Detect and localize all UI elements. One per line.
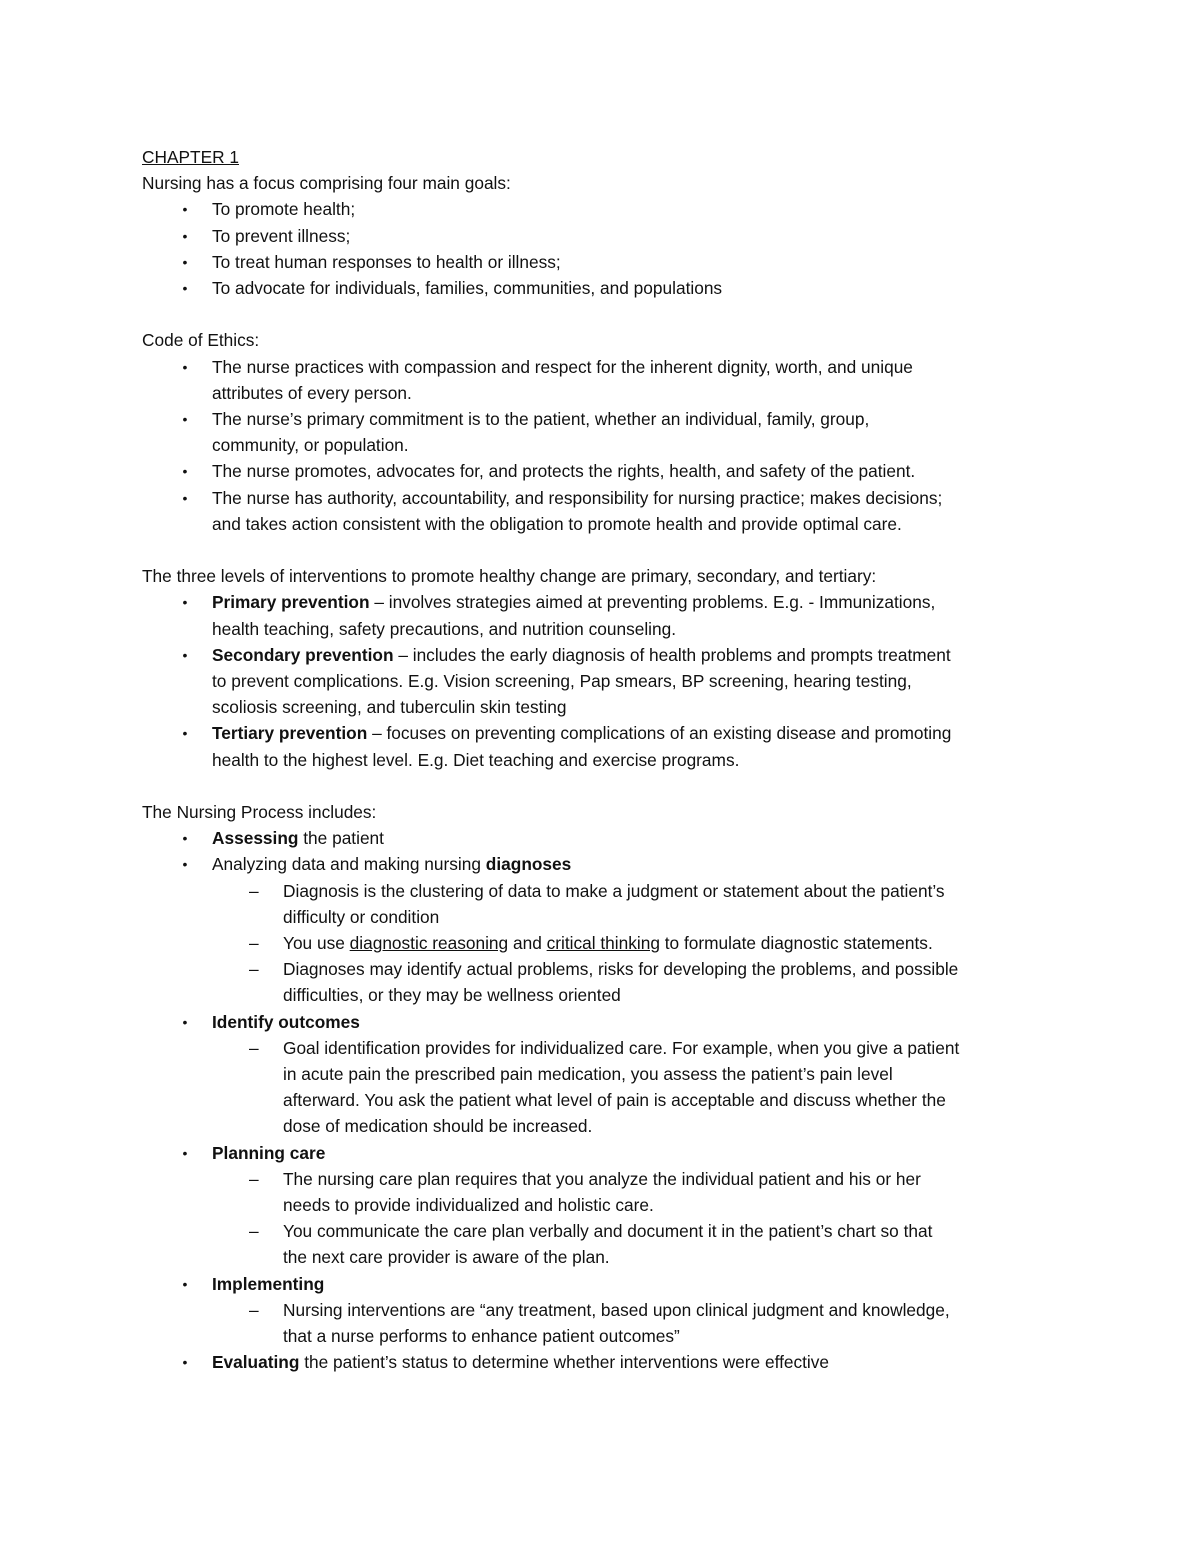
bullet-icon: • bbox=[182, 227, 188, 244]
goal-text: To promote health; bbox=[212, 199, 356, 220]
sub-item-text: dose of medication should be increased. bbox=[283, 1116, 593, 1137]
prevention-list bbox=[142, 589, 1062, 772]
list-item bbox=[182, 1271, 1062, 1350]
prevention-text bbox=[212, 589, 1062, 615]
sub-item-text: needs to provide individualized and holistic care. bbox=[283, 1195, 654, 1216]
sub-item-post: to formulate diagnostic statements. bbox=[659, 933, 933, 954]
dash-icon: – bbox=[249, 1037, 259, 1058]
analyzing-pre: Analyzing data and making nursing bbox=[212, 854, 486, 875]
process-step bbox=[212, 851, 1062, 877]
process-step bbox=[212, 1009, 1062, 1035]
dash-icon: – bbox=[249, 933, 259, 954]
process-step bbox=[212, 1349, 1062, 1375]
list-item bbox=[182, 720, 1062, 772]
process-intro: The Nursing Process includes: bbox=[142, 802, 377, 823]
planning-term: Planning care bbox=[212, 1142, 326, 1163]
diagnoses-term: diagnoses bbox=[485, 854, 572, 875]
sub-item-text: Goal identification provides for individualized care. For example, when you give a patient bbox=[283, 1037, 960, 1058]
sub-item-text: Diagnoses may identify actual problems, risks for developing the problems, and possible bbox=[283, 959, 959, 980]
analyzing-sublist bbox=[212, 878, 1062, 1009]
sub-item-pre: You use bbox=[283, 933, 350, 954]
tertiary-prevention-desc: – focuses on preventing complications of an existing disease and promoting bbox=[367, 723, 952, 744]
assessing-rest: the patient bbox=[298, 828, 384, 849]
implementing-sublist bbox=[212, 1297, 1062, 1349]
bullet-icon: • bbox=[182, 856, 188, 873]
prevention-text: scoliosis screening, and tuberculin skin testing bbox=[212, 697, 567, 718]
document-body bbox=[142, 144, 1062, 1376]
outcomes-sublist bbox=[212, 1035, 1062, 1140]
dash-icon: – bbox=[249, 1168, 259, 1189]
dash-icon: – bbox=[249, 959, 259, 980]
sub-list-item bbox=[249, 1035, 1062, 1140]
prevention-text: health to the highest level. E.g. Diet teaching and exercise programs. bbox=[212, 749, 740, 770]
tertiary-prevention-term: Tertiary prevention bbox=[212, 723, 368, 744]
goal-text: To prevent illness; bbox=[212, 225, 351, 246]
critical-thinking-term: critical thinking bbox=[546, 933, 660, 954]
prevention-intro: The three levels of interventions to promote healthy change are primary, secondary, and tertiary: bbox=[142, 566, 877, 587]
ethics-text: The nurse’s primary commitment is to the patient, whether an individual, family, group, bbox=[212, 409, 870, 430]
implementing-term: Implementing bbox=[212, 1273, 325, 1294]
ethics-text: The nurse promotes, advocates for, and protects the rights, health, and safety of the patient. bbox=[212, 461, 916, 482]
dash-icon: – bbox=[249, 1299, 259, 1320]
process-step bbox=[212, 1140, 1062, 1166]
sub-item-text: Diagnosis is the clustering of data to make a judgment or statement about the patient’s bbox=[283, 880, 945, 901]
sub-list-item bbox=[249, 1297, 1062, 1349]
ethics-text: and takes action consistent with the obligation to promote health and provide optimal care. bbox=[212, 513, 902, 534]
list-item bbox=[182, 1009, 1062, 1140]
sub-item-mid: and bbox=[508, 933, 547, 954]
list-item bbox=[182, 249, 1062, 275]
bullet-icon: • bbox=[182, 646, 188, 663]
sub-list-item bbox=[249, 956, 1062, 1008]
evaluating-rest: the patient’s status to determine whether interventions were effective bbox=[299, 1352, 830, 1373]
goal-text: To treat human responses to health or illness; bbox=[212, 251, 561, 272]
sub-item-text bbox=[283, 930, 1062, 956]
list-item bbox=[182, 354, 1062, 406]
goals-list bbox=[142, 196, 1062, 301]
list-item bbox=[182, 406, 1062, 458]
list-item bbox=[182, 642, 1062, 721]
bullet-icon: • bbox=[182, 725, 188, 742]
bullet-icon: • bbox=[182, 411, 188, 428]
sub-item-text: The nursing care plan requires that you analyze the individual patient and his or her bbox=[283, 1168, 921, 1189]
ethics-text: The nurse has authority, accountability, and responsibility for nursing practice; makes decisions; bbox=[212, 487, 943, 508]
sub-list-item bbox=[249, 930, 1062, 956]
diagnostic-reasoning-term: diagnostic reasoning bbox=[349, 933, 509, 954]
list-item bbox=[182, 485, 1062, 537]
bullet-icon: • bbox=[182, 489, 188, 506]
sub-list-item bbox=[249, 878, 1062, 930]
sub-item-text: the next care provider is aware of the plan. bbox=[283, 1247, 610, 1268]
bullet-icon: • bbox=[182, 280, 188, 297]
sub-list-item bbox=[249, 1166, 1062, 1218]
sub-item-text: You communicate the care plan verbally and document it in the patient’s chart so that bbox=[283, 1221, 933, 1242]
prevention-text: to prevent complications. E.g. Vision screening, Pap smears, BP screening, hearing testing, bbox=[212, 671, 912, 692]
bullet-icon: • bbox=[182, 463, 188, 480]
secondary-prevention-term: Secondary prevention bbox=[212, 644, 394, 665]
ethics-text: attributes of every person. bbox=[212, 382, 412, 403]
secondary-prevention-desc: – includes the early diagnosis of health problems and prompts treatment bbox=[393, 644, 951, 665]
sub-item-text: difficulty or condition bbox=[283, 906, 440, 927]
goal-text: To advocate for individuals, families, communities, and populations bbox=[212, 278, 723, 299]
list-item bbox=[182, 196, 1062, 222]
ethics-list bbox=[142, 354, 1062, 537]
prevention-text bbox=[212, 642, 1062, 668]
sub-item-text: that a nurse performs to enhance patient outcomes” bbox=[283, 1326, 680, 1347]
bullet-icon: • bbox=[182, 1275, 188, 1292]
list-item bbox=[182, 1349, 1062, 1375]
prevention-text bbox=[212, 720, 1062, 746]
sub-list-item bbox=[249, 1218, 1062, 1270]
ethics-text: The nurse practices with compassion and respect for the inherent dignity, worth, and unique bbox=[212, 356, 913, 377]
list-item bbox=[182, 458, 1062, 484]
outcomes-term: Identify outcomes bbox=[212, 1011, 360, 1032]
list-item bbox=[182, 275, 1062, 301]
sub-item-text: difficulties, or they may be wellness oriented bbox=[283, 985, 621, 1006]
dash-icon: – bbox=[249, 880, 259, 901]
bullet-icon: • bbox=[182, 1354, 188, 1371]
bullet-icon: • bbox=[182, 253, 188, 270]
ethics-heading: Code of Ethics: bbox=[142, 330, 260, 351]
primary-prevention-desc: – involves strategies aimed at preventing problems. E.g. - Immunizations, bbox=[369, 592, 936, 613]
chapter-title: CHAPTER 1 bbox=[142, 147, 239, 167]
ethics-text: community, or population. bbox=[212, 435, 409, 456]
list-item bbox=[182, 223, 1062, 249]
assessing-term: Assessing bbox=[212, 828, 299, 849]
sub-item-text: Nursing interventions are “any treatment, based upon clinical judgment and knowledge, bbox=[283, 1299, 950, 1320]
bullet-icon: • bbox=[182, 830, 188, 847]
list-item bbox=[182, 825, 1062, 851]
list-item bbox=[182, 1140, 1062, 1271]
sub-item-text: in acute pain the prescribed pain medication, you assess the patient’s pain level bbox=[283, 1064, 893, 1085]
paragraph-gap bbox=[142, 301, 1062, 327]
planning-sublist bbox=[212, 1166, 1062, 1271]
primary-prevention-term: Primary prevention bbox=[212, 592, 370, 613]
process-list bbox=[142, 825, 1062, 1375]
list-item bbox=[182, 851, 1062, 1008]
list-item bbox=[182, 589, 1062, 641]
bullet-icon: • bbox=[182, 594, 188, 611]
dash-icon: – bbox=[249, 1221, 259, 1242]
sub-item-text: afterward. You ask the patient what level of pain is acceptable and discuss whether the bbox=[283, 1090, 946, 1111]
bullet-icon: • bbox=[182, 201, 188, 218]
evaluating-term: Evaluating bbox=[212, 1352, 300, 1373]
paragraph-gap bbox=[142, 773, 1062, 799]
bullet-icon: • bbox=[182, 358, 188, 375]
bullet-icon: • bbox=[182, 1144, 188, 1161]
bullet-icon: • bbox=[182, 1013, 188, 1030]
process-step bbox=[212, 1271, 1062, 1297]
process-step bbox=[212, 825, 1062, 851]
paragraph-gap bbox=[142, 537, 1062, 563]
goals-intro: Nursing has a focus comprising four main goals: bbox=[142, 173, 511, 194]
prevention-text: health teaching, safety precautions, and nutrition counseling. bbox=[212, 618, 677, 639]
